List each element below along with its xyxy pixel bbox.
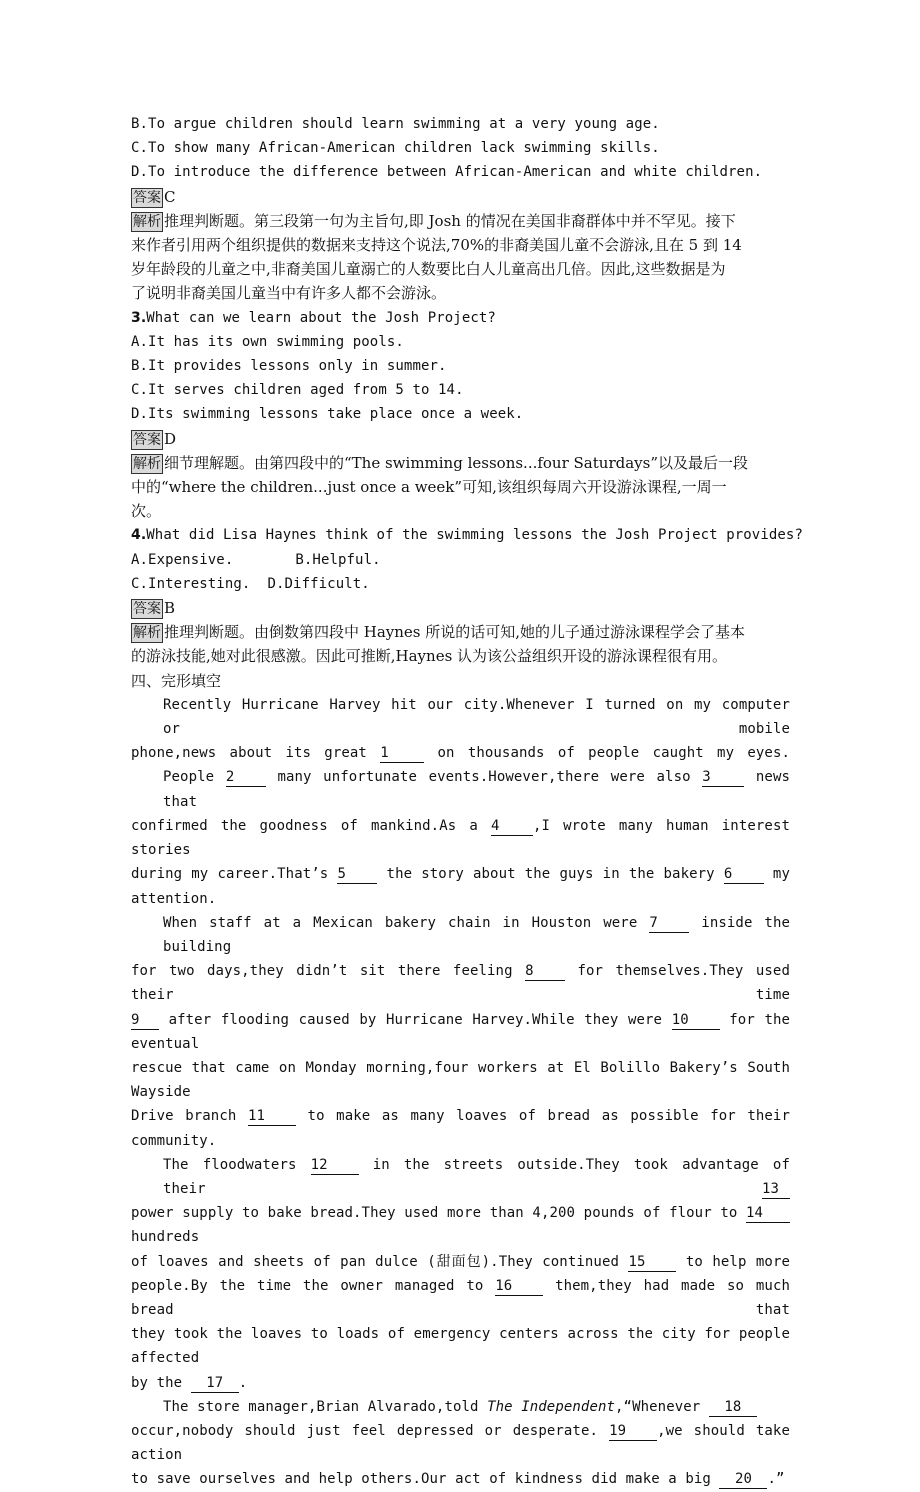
q4-options-row-2 xyxy=(131,572,790,596)
publication-name: The Independent xyxy=(487,1398,616,1415)
passage-line: 9 after flooding caused by Hurricane Harvey.While they were 10 for the eventual xyxy=(131,1011,791,1052)
q2-analysis-line-2: 来作者引用两个组织提供的数据来支持这个说法,70%的非裔美国儿童不会游泳,且在 5 到 14 xyxy=(131,236,742,255)
blank-11[interactable]: 11 xyxy=(248,1107,296,1126)
q3-option-a: A.It has its own swimming pools. xyxy=(131,333,404,350)
passage-line: of loaves and sheets of pan dulce (甜面包).They continued 15 to help more xyxy=(131,1253,791,1270)
passage-line: rescue that came on Monday morning,four workers at El Bolillo Bakery’s South Wayside xyxy=(131,1059,790,1101)
passage-line: Drive branch 11 to make as many loaves of bread as possible for their community. xyxy=(131,1108,790,1149)
q4-option-a: A.Expensive. xyxy=(131,551,234,568)
q3-analysis-line-2: 中的“where the children...just once a week”可知,该组织每周六开设游泳课程,一周一 xyxy=(131,478,727,497)
q3-option-d: D.Its swimming lessons take place once a week. xyxy=(131,406,524,423)
passage-line: to save ourselves and help others.Our act of kindness did make a big 20 .” xyxy=(131,1471,785,1488)
blank-16[interactable]: 16 xyxy=(495,1277,543,1296)
q4-number: 4. xyxy=(131,527,147,544)
passage-line: attention. xyxy=(131,890,217,907)
passage-line: they took the loaves to loads of emergency centers across the city for people affected xyxy=(131,1326,790,1367)
q3-analysis-line-1: 解析 细节理解题。由第四段中的“The swimming lessons...four Saturdays”以及最后一段 xyxy=(133,453,748,472)
passage-line: by the 17 . xyxy=(131,1374,248,1391)
q3-option-b: B.It provides lessons only in summer. xyxy=(131,358,447,375)
q4-option-c: C.Interesting. xyxy=(131,575,251,592)
answer-tag: 答案 xyxy=(133,601,161,618)
q3-analysis-line-3: 次。 xyxy=(131,502,162,521)
q2-analysis-line-3: 岁年龄段的儿童之中,非裔美国儿童溺亡的人数要比白人儿童高出几倍。因此,这些数据是为 xyxy=(131,260,726,279)
analysis-tag: 解析 xyxy=(133,455,161,472)
section-title: 四、完形填空 xyxy=(131,671,222,690)
blank-8[interactable]: 8 xyxy=(525,962,565,981)
blank-12[interactable]: 12 xyxy=(311,1156,359,1175)
blank-17[interactable]: 17 xyxy=(191,1374,239,1393)
blank-4[interactable]: 4 xyxy=(491,817,533,836)
blank-15[interactable]: 15 xyxy=(628,1253,676,1272)
q2-analysis-line-1: 解析 推理判断题。第三段第一句为主旨句,即 Josh 的情况在美国非裔群体中并不罕见。接下 xyxy=(133,211,736,230)
blank-14[interactable]: 14 xyxy=(746,1204,790,1223)
passage-line: confirmed the goodness of mankind.As a 4 ,I wrote many human interest stories xyxy=(131,817,790,859)
passage-line: for two days,they didn’t sit there feeling 8 for themselves.They used their time xyxy=(131,963,790,1004)
answer-tag: 答案 xyxy=(133,189,161,206)
passage-line: When staff at a Mexican bakery chain in Houston were 7 inside the building xyxy=(163,914,791,955)
blank-20[interactable]: 20 xyxy=(719,1470,767,1489)
blank-7[interactable]: 7 xyxy=(649,914,689,933)
blank-9[interactable]: 9 xyxy=(131,1011,159,1030)
q2-option-c: C.To show many African-American children lack swimming skills. xyxy=(131,140,660,157)
passage-line: people.By the time the owner managed to 16 them,they had made so much bread that xyxy=(131,1277,790,1318)
answer-tag: 答案 xyxy=(133,431,161,448)
q4-option-b: B.Helpful. xyxy=(295,551,381,568)
blank-10[interactable]: 10 xyxy=(672,1011,720,1030)
q2-option-d: D.To introduce the difference between African-American and white children. xyxy=(131,164,763,181)
passage-line: The store manager,Brian Alvarado,told The Independent,“Whenever 18 xyxy=(131,1395,790,1419)
passage-line: Recently Hurricane Harvey hit our city.Whenever I turned on my computer or mobile xyxy=(163,696,790,738)
passage-line: power supply to bake bread.They used more than 4,200 pounds of flour to 14 hundreds xyxy=(131,1201,790,1249)
blank-6[interactable]: 6 xyxy=(724,865,764,884)
q4-analysis-line-2: 的游泳技能,她对此很感激。因此可推断,Haynes 认为该公益组织开设的游泳课程很有用。 xyxy=(131,647,728,666)
passage-line: phone,news about its great 1 on thousands of people caught my eyes. xyxy=(131,745,791,762)
q3-answer: D xyxy=(164,429,177,448)
q2-option-b: B.To argue children should learn swimming at a very young age. xyxy=(131,116,660,132)
blank-18[interactable]: 18 xyxy=(709,1398,757,1417)
blank-3[interactable]: 3 xyxy=(702,768,744,787)
passage-line: The floodwaters 12 in the streets outside.They took advantage of their 13 xyxy=(163,1156,790,1197)
q4-option-d: D.Difficult. xyxy=(267,575,370,592)
q4-analysis-line-1: 解析 推理判断题。由倒数第四段中 Haynes 所说的话可知,她的儿子通过游泳课程学会了基本 xyxy=(133,623,746,642)
q4-answer: B xyxy=(164,599,176,618)
passage-line: occur,nobody should just feel depressed or desperate. 19 ,we should take action xyxy=(131,1422,790,1464)
q4-answer-line xyxy=(131,596,790,620)
blank-1[interactable]: 1 xyxy=(380,744,424,763)
q2-answer-line xyxy=(131,185,790,209)
q3-option-c: C.It serves children aged from 5 to 14. xyxy=(131,382,464,399)
blank-5[interactable]: 5 xyxy=(337,865,377,884)
q4-options-row-1 xyxy=(131,548,790,572)
q4-stem: 4.What did Lisa Haynes think of the swimming lessons the Josh Project provides? xyxy=(131,527,803,544)
analysis-tag: 解析 xyxy=(133,625,161,642)
passage-line: People 2 many unfortunate events.However,there were also 3 news that xyxy=(163,769,791,810)
blank-19[interactable]: 19 xyxy=(609,1422,657,1441)
blank-2[interactable]: 2 xyxy=(226,768,266,787)
passage-line: during my career.That’s 5 the story about the guys in the bakery 6 my xyxy=(131,866,790,883)
q3-answer-line xyxy=(131,427,790,451)
q3-stem: 3.What can we learn about the Josh Project? xyxy=(131,309,496,326)
analysis-tag: 解析 xyxy=(133,213,161,230)
blank-13[interactable]: 13 xyxy=(762,1180,790,1199)
q3-number: 3. xyxy=(131,309,147,326)
q2-answer: C xyxy=(164,187,176,206)
q2-analysis-line-4: 了说明非裔美国儿童当中有许多人都不会游泳。 xyxy=(131,284,447,303)
